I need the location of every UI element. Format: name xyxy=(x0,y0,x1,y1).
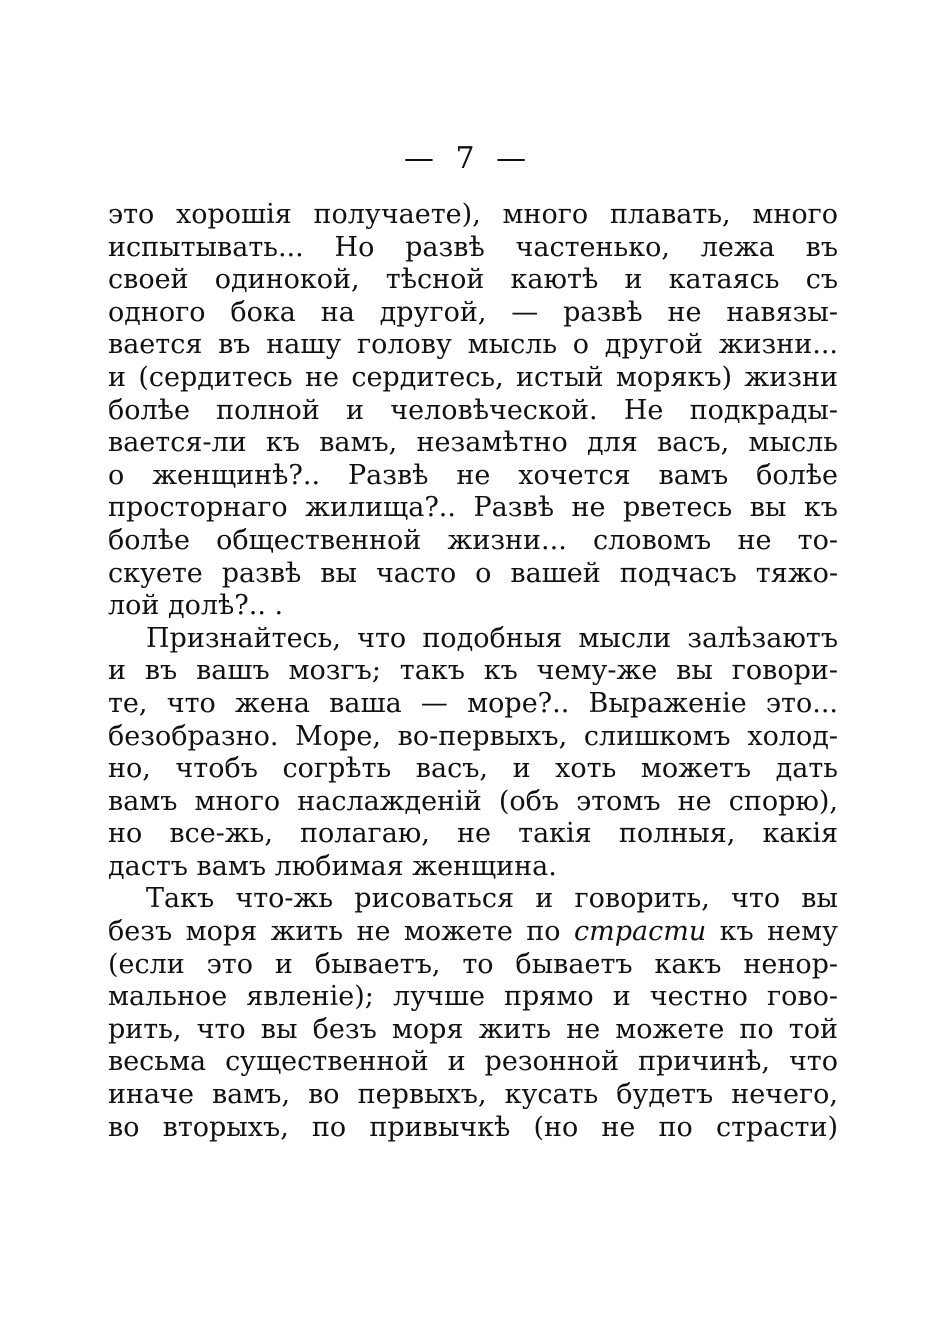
text-line: Такъ что-жь рисоваться и говорить, что вы xyxy=(146,883,838,915)
text-line: иначе вамъ, во первыхъ, кусать будетъ нечего, xyxy=(108,1079,838,1111)
text-line: болѣе полной и человѣческой. Не подкрады- xyxy=(108,394,838,426)
text-line: мальное явленіе); лучше прямо и честно гово- xyxy=(108,981,838,1013)
text-line: но, чтобъ согрѣть васъ, и хоть можетъ дать xyxy=(108,753,838,785)
text-line: весьма существенной и резонной причинѣ, что xyxy=(108,1046,838,1078)
text-line: испытывать... Но развѣ частенько, лежа въ xyxy=(108,231,838,263)
text-line: вамъ много наслажденій (объ этомъ не спорю), xyxy=(108,785,838,817)
text-line: во вторыхъ, по привычкѣ (но не по страсти) xyxy=(108,1111,838,1143)
text-line: и (сердитесь не сердитесь, истый морякъ) жизни xyxy=(108,361,838,393)
text-line: о женщинѣ?.. Развѣ не хочется вамъ болѣе xyxy=(108,459,838,491)
text-line: дастъ вамъ любимая женщина. xyxy=(108,850,557,882)
page-number: — 7 — xyxy=(403,141,533,176)
body-text xyxy=(108,199,838,1144)
text-line: и въ вашъ мозгъ; такъ къ чему-же вы говори- xyxy=(108,655,838,687)
text-line: вается-ли къ вамъ, незамѣтно для васъ, мысль xyxy=(108,427,838,459)
text-line: скуете развѣ вы часто о вашей подчасъ тяжо- xyxy=(108,557,838,589)
text-line: Признайтесь, что подобныя мысли залѣзаютъ xyxy=(146,622,838,654)
text-line: одного бока на другой, — развѣ не навязы- xyxy=(108,296,838,328)
text-line: это хорошія получаете), много плавать, много xyxy=(108,199,838,230)
text-line: своей одинокой, тѣсной каютѣ и катаясь съ xyxy=(108,264,838,296)
text-fragment: къ нему xyxy=(719,916,838,948)
text-fragment: безъ моря жить не можете по xyxy=(108,916,561,948)
text-line: болѣе общественной жизни... словомъ не то- xyxy=(108,524,838,556)
italic-word: страсти xyxy=(573,916,707,948)
text-line: рить, что вы безъ моря жить не можете по той xyxy=(108,1013,838,1045)
text-line: те, что жена ваша — море?.. Выраженіе это... xyxy=(108,687,838,719)
text-line: вается въ нашу голову мысль о другой жизни... xyxy=(108,329,838,361)
text-line: лой долѣ?.. . xyxy=(108,590,284,622)
text-line: но все-жь, полагаю, не такія полныя, какія xyxy=(108,818,838,850)
text-line: просторнаго жилища?.. Развѣ не рветесь вы къ xyxy=(108,492,838,524)
text-line xyxy=(108,916,838,949)
text-line: безобразно. Море, во-первыхъ, слишкомъ холод- xyxy=(108,720,838,752)
text-line: (если это и бываетъ, то бываетъ какъ ненор- xyxy=(108,948,838,980)
